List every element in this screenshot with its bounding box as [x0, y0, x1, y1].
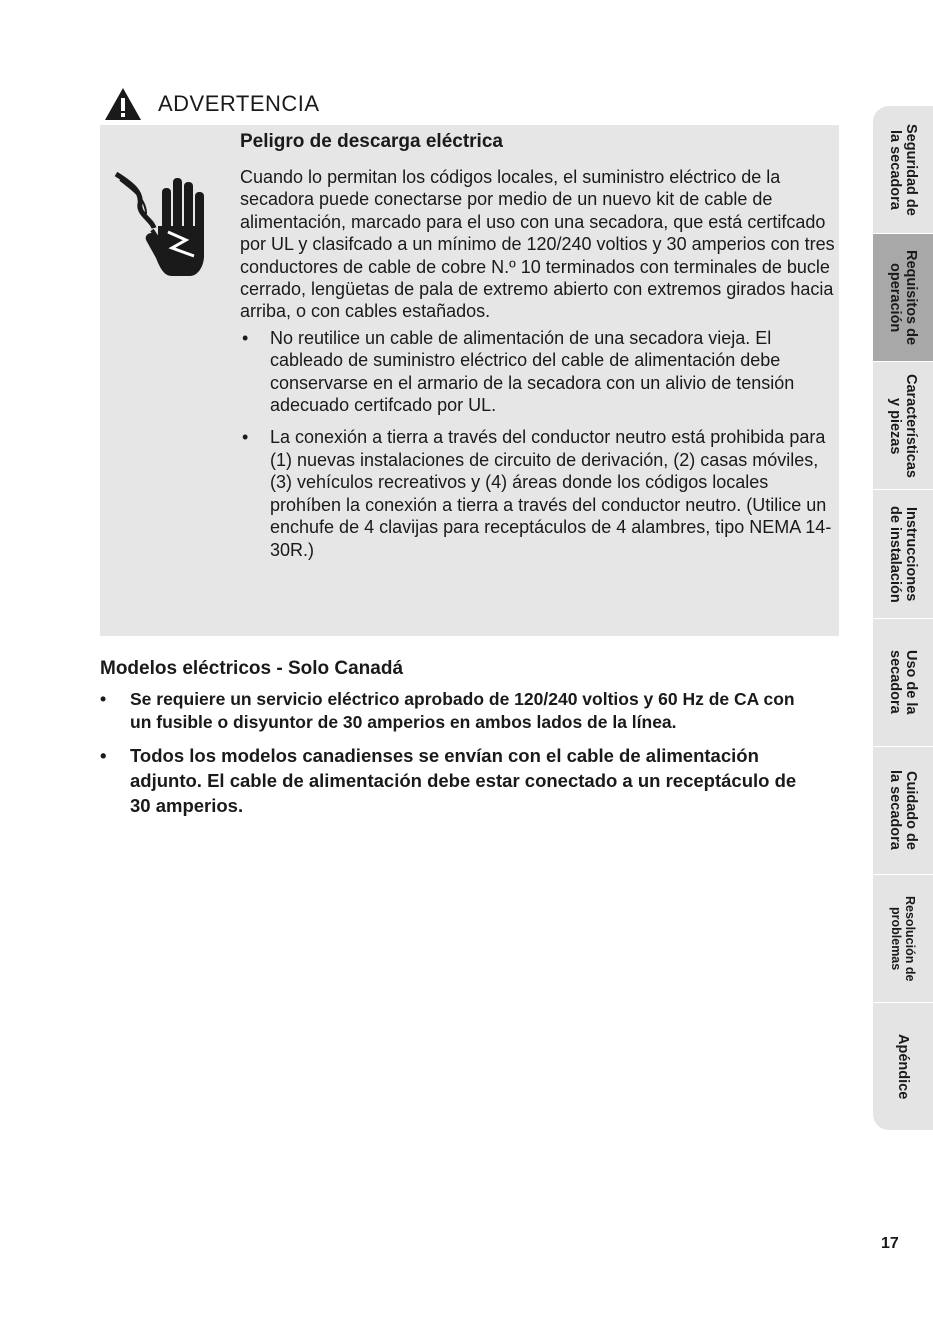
warning-header — [104, 86, 320, 122]
canada-models-section — [100, 656, 820, 827]
warning-box — [100, 125, 839, 636]
warning-heading: Peligro de descarga eléctrica — [240, 131, 503, 152]
tab-uso[interactable]: Uso de la secadora — [873, 619, 933, 747]
bullet-icon: • — [242, 427, 249, 448]
tab-caracteristicas[interactable]: Características y piezas — [873, 362, 933, 490]
warning-title: ADVERTENCIA — [158, 91, 320, 116]
warning-paragraph: Cuando lo permitan los códigos locales, el suministro eléctrico de la secadora puede conectarse por medio de un nuevo kit de cable de alimentación, marcado para el uso con una secadora, que está certifcado por UL y clasifcado a un mínimo de 120/240 voltios y 30 amperios con tres conductores de cable de cobre N.º 10 terminados con terminales de bucle cerrado, lengüetas de pala de extremo abierto con extremos girados hacia arriba, o con cables estañados. — [240, 167, 835, 322]
tab-resolucion[interactable]: Resolución de problemas — [873, 875, 933, 1003]
page-number: 17 — [881, 1235, 899, 1252]
tab-requisitos[interactable]: Requisitos de operación — [873, 234, 933, 362]
tab-seguridad[interactable]: Seguridad de la secadora — [873, 106, 933, 234]
tab-apendice[interactable]: Apéndice — [873, 1003, 933, 1130]
warning-content — [240, 129, 836, 571]
warning-list — [240, 327, 836, 561]
bullet-icon: • — [100, 745, 107, 766]
tab-instrucciones[interactable]: Instrucciones de instalación — [873, 490, 933, 618]
list-item: • Se requiere un servicio eléctrico aprobado de 120/240 voltios y 60 Hz de CA con un fusible o disyuntor de 30 amperios en ambos lados de la línea. — [100, 689, 795, 732]
bullet-icon: • — [100, 689, 107, 709]
electric-shock-hand-icon — [112, 170, 212, 280]
section-heading: Modelos eléctricos - Solo Canadá — [100, 658, 404, 679]
tab-cuidado[interactable]: Cuidado de la secadora — [873, 747, 933, 875]
list-item: • Todos los modelos canadienses se envían con el cable de alimentación adjunto. El cable de alimentación debe estar conectado a un receptáculo de 30 amperios. — [100, 745, 797, 816]
section-tabs — [873, 106, 933, 1130]
list-item: • No reutilice un cable de alimentación de una secadora vieja. El cableado de suministro eléctrico del cable de alimentación debe conservarse en el armario de la secadora con un alivio de tensión adecuado certifcado por UL. — [242, 327, 795, 416]
warning-triangle-icon — [104, 87, 142, 121]
bullet-icon: • — [242, 327, 249, 348]
list-item: • La conexión a tierra a través del conductor neutro está prohibida para (1) nuevas instalaciones de circuito de derivación, (2) casas móviles, (3) vehículos recreativos y (4) áreas donde los códigos locales prohíben la conexión a tierra a través del conductor neutro. (Utilice un enchufe de 4 clavijas para receptáculos de 4 alambres, tipo NEMA 14-30R.) — [242, 427, 832, 560]
section-list — [100, 688, 820, 818]
